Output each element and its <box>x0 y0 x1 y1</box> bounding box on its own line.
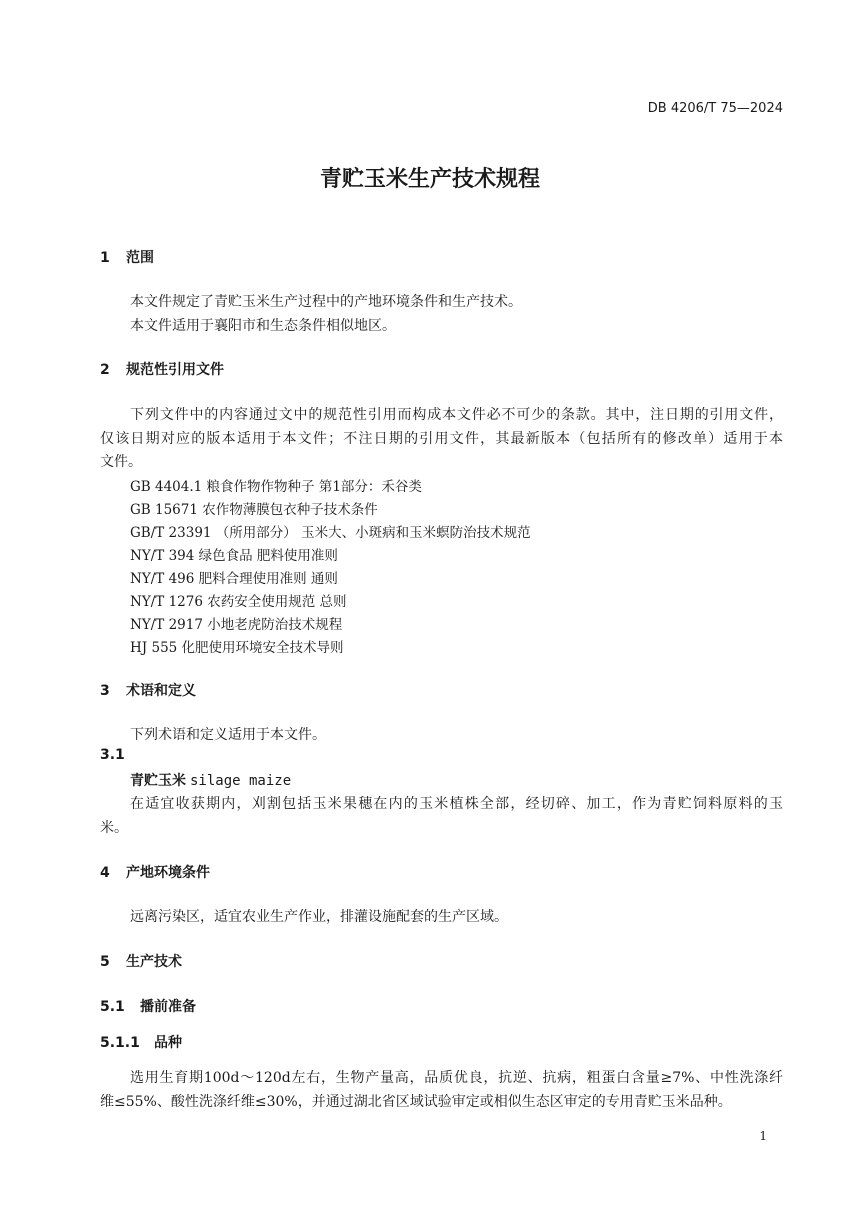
section-number: 5 <box>100 954 110 970</box>
reference-item: GB 15671 农作物薄膜包衣种子技术条件 <box>130 502 378 518</box>
paragraph: 下列文件中的内容通过文中的规范性引用而构成本文件必不可少的条款。其中，注日期的引用文件， <box>130 407 783 423</box>
reference-item: NY/T 394 绿色食品 肥料使用准则 <box>130 548 338 564</box>
subsection-number: 5.1 <box>100 999 125 1015</box>
page-number: 1 <box>759 1129 767 1143</box>
paragraph: 维≤55%、酸性洗涤纤维≤30%，并通过湖北省区域试验审定或相似生态区审定的专用青贮玉米品种。 <box>100 1094 732 1110</box>
paragraph: 本文件适用于襄阳市和生态条件相似地区。 <box>130 318 396 334</box>
section-title: 生产技术 <box>126 954 182 970</box>
section-2-heading <box>100 359 224 379</box>
term-definition: 在适宜收获期内，刈割包括玉米果穗在内的玉米植株全部，经切碎、加工，作为青贮饲料原料的玉 <box>130 796 783 812</box>
paragraph: 远离污染区，适宜农业生产作业，排灌设施配套的生产区域。 <box>130 909 508 925</box>
section-4-heading <box>100 862 210 882</box>
paragraph: 仅该日期对应的版本适用于本文件；不注日期的引用文件，其最新版本（包括所有的修改单）适用于本 <box>100 431 783 447</box>
section-title: 产地环境条件 <box>126 865 210 881</box>
paragraph: 下列术语和定义适用于本文件。 <box>130 727 326 743</box>
term-definition: 米。 <box>100 820 128 836</box>
section-title: 范围 <box>126 250 154 266</box>
subsection-title: 播前准备 <box>140 999 196 1015</box>
subsection-title: 品种 <box>154 1035 182 1051</box>
section-number: 4 <box>100 865 110 881</box>
document-number: DB 4206/T 75—2024 <box>647 101 783 116</box>
section-5-heading <box>100 951 182 971</box>
subsection-5-1-heading <box>100 996 196 1016</box>
section-number: 2 <box>100 362 110 378</box>
section-title: 规范性引用文件 <box>126 362 224 378</box>
section-number: 3 <box>100 683 110 699</box>
reference-item: GB 4404.1 粮食作物作物种子 第1部分：禾谷类 <box>130 479 422 495</box>
subsection-number: 5.1.1 <box>100 1035 140 1051</box>
term-number: 3.1 <box>100 747 125 763</box>
term-entry <box>130 770 291 790</box>
reference-item: NY/T 2917 小地老虎防治技术规程 <box>130 617 343 633</box>
paragraph: 本文件规定了青贮玉米生产过程中的产地环境条件和生产技术。 <box>130 294 522 310</box>
reference-item: NY/T 496 肥料合理使用准则 通则 <box>130 571 338 587</box>
term-chinese: 青贮玉米 <box>130 773 186 789</box>
reference-item: GB/T 23391 （所用部分） 玉米大、小斑病和玉米螟防治技术规范 <box>130 525 531 541</box>
page-title: 青贮玉米生产技术规程 <box>319 167 540 192</box>
reference-item: NY/T 1276 农药安全使用规范 总则 <box>130 594 347 610</box>
paragraph: 文件。 <box>100 454 142 470</box>
section-title: 术语和定义 <box>126 683 196 699</box>
reference-item: HJ 555 化肥使用环境安全技术导则 <box>130 640 344 656</box>
paragraph: 选用生育期100d～120d左右，生物产量高，品质优良，抗逆、抗病，粗蛋白含量≥7%、中性洗涤纤 <box>130 1070 783 1086</box>
subsection-5-1-1-heading <box>100 1032 182 1052</box>
term-english: silage maize <box>190 773 292 789</box>
section-3-heading <box>100 680 196 700</box>
section-number: 1 <box>100 250 110 266</box>
section-1-heading <box>100 247 154 267</box>
